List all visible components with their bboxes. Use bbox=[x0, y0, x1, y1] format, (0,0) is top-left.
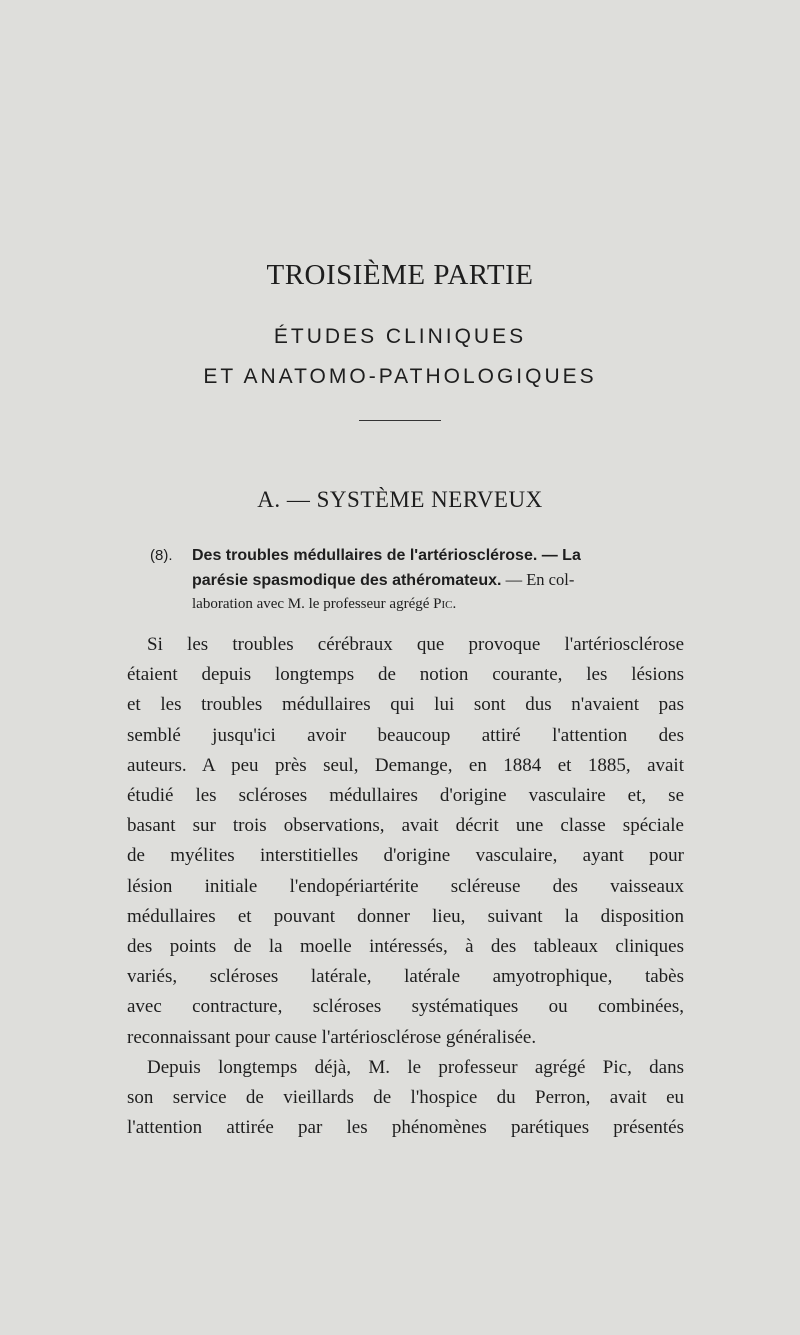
paragraph-1 bbox=[127, 630, 684, 1053]
subtitle-line-1: ÉTUDES CLINIQUES bbox=[273, 325, 527, 348]
entry-note-start: — En col- bbox=[501, 570, 575, 589]
entry-title-line-2 bbox=[192, 568, 685, 593]
text-line: reconnaissant pour cause l'artériosclérose généralisée. bbox=[127, 1026, 537, 1048]
section-heading: A. — SYSTÈME NERVEUX bbox=[257, 487, 543, 512]
entry-note-name: Pic bbox=[433, 596, 453, 612]
text-line: avec contracture, scléroses systématiques ou combinées, bbox=[127, 996, 684, 1018]
text-line: auteurs. A peu près seul, Demange, en 1884 et 1885, avait bbox=[127, 754, 684, 776]
text-line: son service de vieillards de l'hospice du Perron, avait eu bbox=[127, 1087, 684, 1109]
text-line: lésion initiale l'endopériartérite scléreuse des vaisseaux bbox=[127, 875, 684, 897]
body-text bbox=[127, 630, 684, 1143]
part-title: TROISIÈME PARTIE bbox=[266, 259, 534, 291]
entry-title-part-2: parésie spasmodique des athéromateux. bbox=[192, 572, 502, 589]
entry-note-text: laboration avec M. le professeur agrégé bbox=[192, 596, 434, 612]
paragraph-2 bbox=[127, 1053, 684, 1144]
entry-number: (8). bbox=[150, 547, 173, 564]
text-line: Si les troubles cérébraux que provoque l'artériosclérose bbox=[147, 634, 684, 655]
entry-note-line bbox=[192, 592, 456, 616]
text-line: semblé jusqu'ici avoir beaucoup attiré l'attention des bbox=[127, 724, 684, 746]
text-line: Depuis longtemps déjà, M. le professeur agrégé Pic, dans bbox=[147, 1056, 684, 1078]
entry-note-end: . bbox=[452, 596, 457, 612]
text-line: des points de la moelle intéressés, à des tableaux cliniques bbox=[127, 936, 684, 958]
text-line: de myélites interstitielles d'origine vasculaire, ayant pour bbox=[127, 845, 684, 867]
text-line: et les troubles médullaires qui lui sont dus n'avaient pas bbox=[127, 694, 684, 716]
text-line: médullaires et pouvant donner lieu, suivant la disposition bbox=[127, 905, 684, 927]
text-line: basant sur trois observations, avait décrit une classe spéciale bbox=[127, 815, 684, 837]
subtitle-line-2: ET ANATOMO-PATHOLOGIQUES bbox=[203, 365, 597, 388]
entry-title-line-1: Des troubles médullaires de l'artériosclérose. — La bbox=[192, 547, 581, 564]
divider-rule bbox=[359, 420, 441, 421]
text-line: l'attention attirée par les phénomènes parétiques présentés bbox=[127, 1117, 684, 1139]
text-line: variés, scléroses latérale, latérale amyotrophique, tabès bbox=[127, 966, 684, 988]
text-line: étaient depuis longtemps de notion courante, les lésions bbox=[127, 664, 684, 686]
text-line: étudié les scléroses médullaires d'origine vasculaire et, se bbox=[127, 785, 684, 807]
